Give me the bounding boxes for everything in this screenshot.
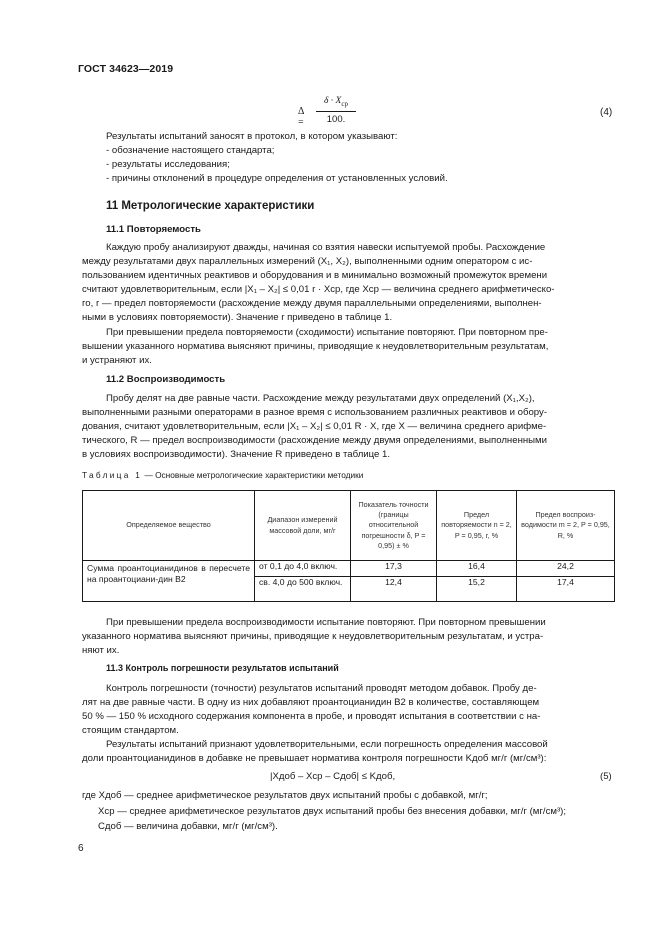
table-cell-range: от 0,1 до 4,0 включ. [255,561,351,577]
formula-4-fraction [316,96,356,125]
table-header-cell: Диапазон измерений массовой доли, мг/г [255,491,351,561]
paragraph-line: При превышении предела повторяемости (сходимости) испытание повторяют. При повторном пре- [106,327,548,338]
table-cell-delta: 17,3 [351,561,437,577]
protocol-item: - результаты исследования; [106,159,230,170]
table-cell-r: 15,2 [437,577,517,602]
table-header-row [83,491,615,561]
where-line: где Xдоб — среднее арифметическое результатов двух испытаний пробы с добавкой, мг/г; [82,790,488,801]
formula-4-number: (4) [600,107,613,118]
where-line: Xср — среднее арифметическое результатов двух испытаний пробы без внесения добавки, мг/г (мг/см³); [98,806,567,817]
paragraph-line: указанного норматива выясняют причины, приводящие к неудовлетворительным результатам, и устра- [82,631,544,642]
paragraph-line: вышении указанного норматива выясняют причины, приводящие к неудовлетворительным результатам, [82,341,549,352]
table-cell-R: 24,2 [517,561,615,577]
paragraph-line: пользованием идентичных реактивов и оборудования и в минимально возможный промежуток времени [82,270,548,281]
formula-4-numerator-sub: ср [341,99,348,108]
fraction-bar [316,111,356,112]
formula-4-lhs: Δ = [298,106,304,128]
paragraph-line: Каждую пробу анализируют дважды, начиная со взятия навески испытуемой пробы. Расхождение [106,242,546,253]
page-number: 6 [78,843,84,854]
paragraph-line: 50 % — 150 % исходного содержания компонента в пробе, и проводят испытания в соответствии с на- [82,711,541,722]
subsection-11-3-title: 11.3 Контроль погрешности результатов испытаний [106,663,339,673]
protocol-item: - обозначение настоящего стандарта; [106,145,275,156]
table-1-caption [82,470,363,480]
formula-4-tail: . [342,113,346,125]
paragraph-line: и устраняют их. [82,355,152,366]
paragraph-line: выполненными разными операторами в разное время с использованием различных реактивов и обору- [82,407,548,418]
formula-5-number: (5) [600,771,612,782]
paragraph-line: лят на две равные части. В одну из них добавляют проантоцианидин В2 в количестве, составляющем [82,697,540,708]
table-cell-delta: 12,4 [351,577,437,602]
section-11-title: 11 Метрологические характеристики [106,200,315,212]
paragraph-line: тического, R — предел воспроизводимости (расхождение между двумя определениями, выполненными [82,435,548,446]
table-header-cell: Определяемое вещество [83,491,255,561]
table-1-caption-text: — Основные метрологические характеристики методики [142,470,364,480]
table-1-label: Таблица 1 [82,470,143,480]
table-row [83,561,615,577]
paragraph-line: доли проантоцианидинов в добавке не превышает норматива контроля погрешности Kдоб мг/г (мг/см³): [82,753,547,764]
standard-header: ГОСТ 34623—2019 [78,63,174,75]
paragraph-line: Контроль погрешности (точности) результатов испытаний проводят методом добавок. Пробу де- [106,683,537,694]
paragraph-line: считают удовлетворительным, если |X₁ – X₂| ≤ 0,01 r · Xср, где Xср — величина среднего арифметическо- [82,284,555,295]
formula-5: |Xдоб – Xср – Сдоб| ≤ Kдоб, [270,771,396,782]
subsection-11-2-title: 11.2 Воспроизводимость [106,374,226,385]
formula-4-numerator: δ · X [324,96,342,106]
paragraph-line: в условиях воспроизводимости). Значение R приведено в таблице 1. [82,449,391,460]
table-1 [82,490,615,602]
paragraph-line: При превышении предела воспроизводимости испытание повторяют. При повторном превышении [106,617,546,628]
table-cell-substance: Сумма проантоцианидинов в пересчете на проантоциани-дин В2 [83,561,255,602]
table-cell-R: 17,4 [517,577,615,602]
paragraph-line: стоящим стандартом. [82,725,179,736]
paragraph-line: Пробу делят на две равные части. Расхождение между результатами двух определений (X₁,X₂), [106,393,535,404]
formula-4-denominator: 100 [326,113,343,125]
paragraph-line: го, r — предел повторяемости (расхождение между двумя параллельными определениями, выполнен- [82,298,542,309]
protocol-intro: Результаты испытаний заносят в протокол, в котором указывают: [106,131,398,142]
paragraph-line: Результаты испытаний признают удовлетворительными, если погрешность определения массовой [106,739,548,750]
table-header-cell: Показатель точности (границы относительной погрешности δ, P = 0,95) ± % [351,491,437,561]
where-line: Сдоб — величина добавки, мг/г (мг/см³). [98,821,278,832]
table-cell-r: 16,4 [437,561,517,577]
table-header-cell: Предел воспроиз-водимости m = 2, P = 0,95, R, % [517,491,615,561]
table-cell-range: св. 4,0 до 500 включ. [255,577,351,602]
subsection-11-1-title: 11.1 Повторяемость [106,224,201,235]
paragraph-line: няют их. [82,645,120,656]
paragraph-line: между результатами двух параллельных измерений (X₁, X₂), выполненными одним оператором с ис- [82,256,533,267]
paragraph-line: ными в условиях повторяемости). Значение r приведено в таблице 1. [82,312,393,323]
protocol-item: - причины отклонений в процедуре определения от установленных условий. [106,173,448,184]
table-header-cell: Предел повторяемости n = 2, P = 0,95, r, % [437,491,517,561]
paragraph-line: дования, считают удовлетворительным, если |X₁ – X₂| ≤ 0,01 R · X, где X — величина среднего арифме- [82,421,547,432]
